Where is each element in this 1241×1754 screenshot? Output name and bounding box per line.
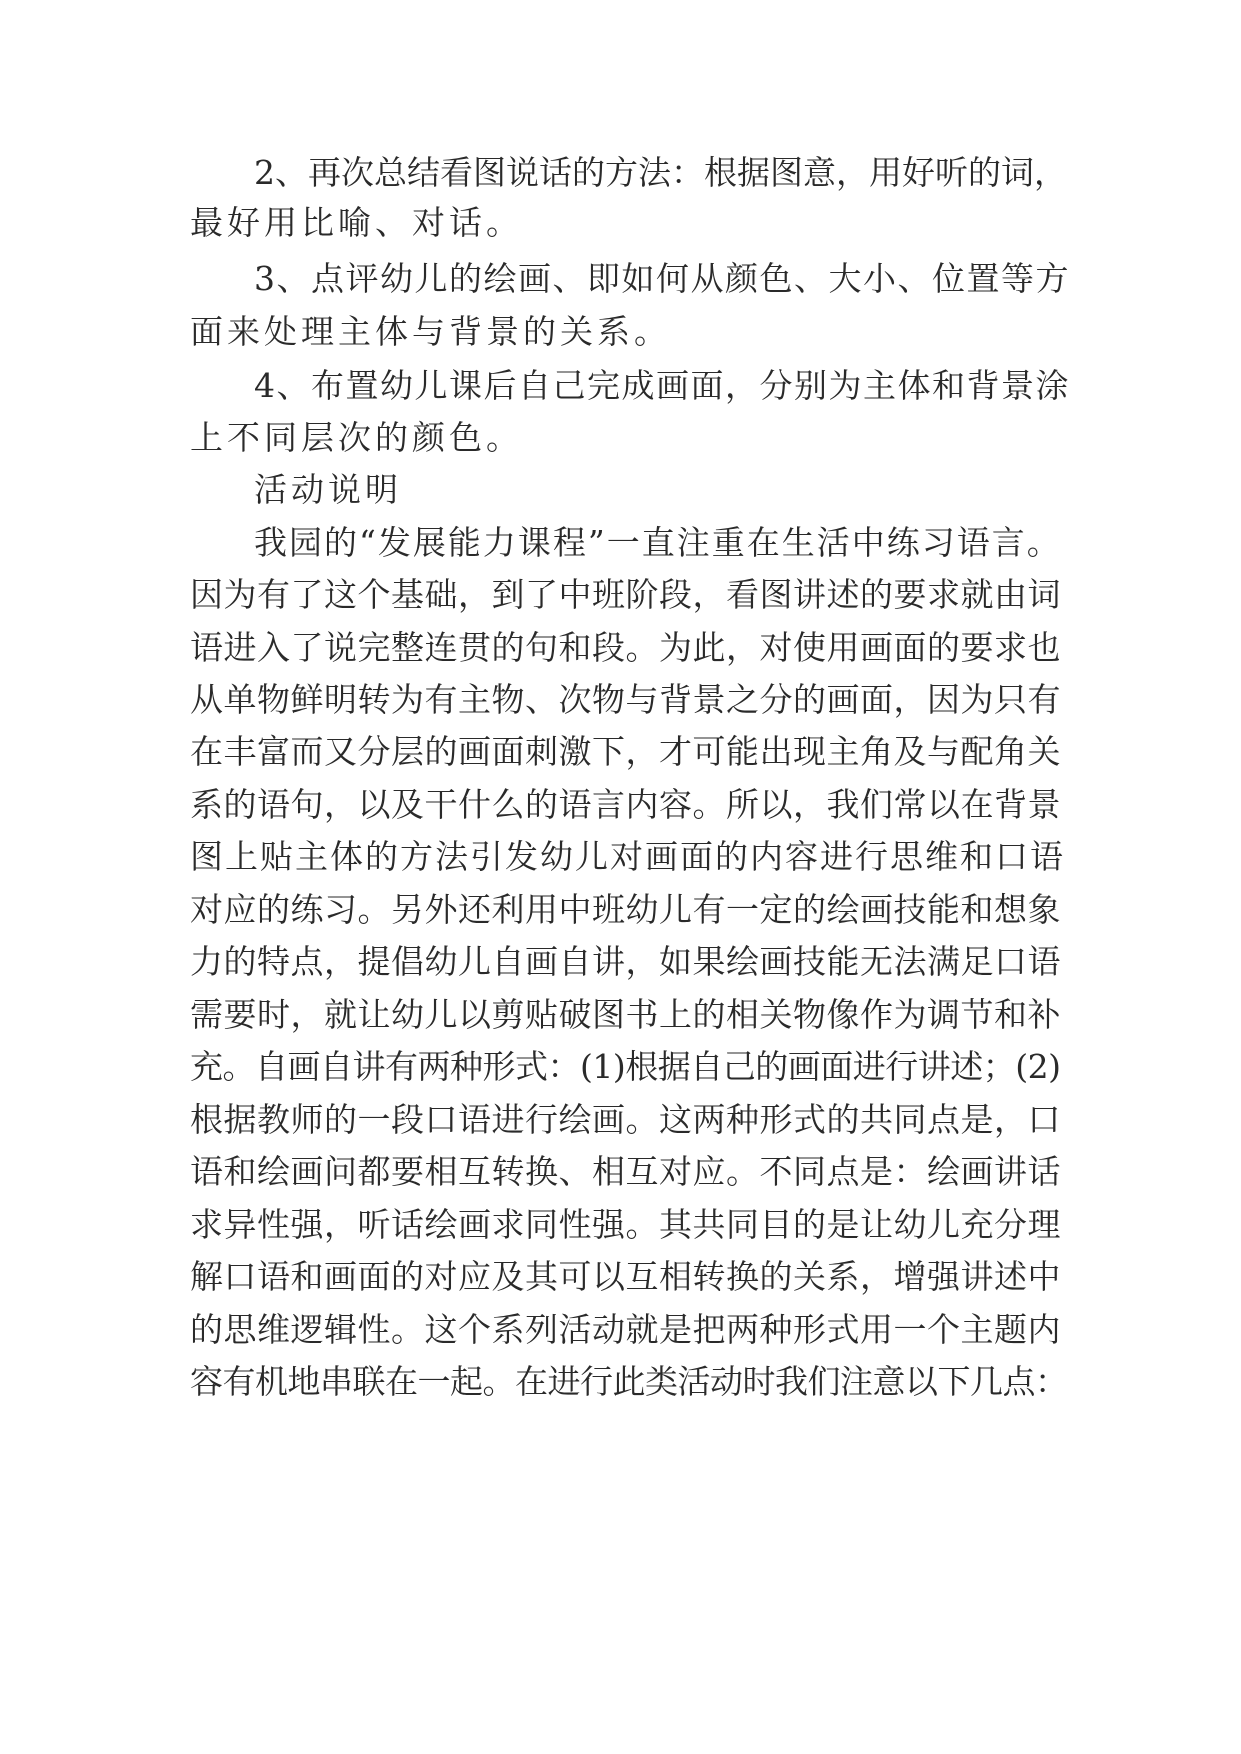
section-heading: 活动说明	[254, 470, 402, 509]
text-line-3: 3、点评幼儿的绘画、即如何从颜色、大小、位置等方	[254, 259, 1070, 298]
text-line-23: 的思维逻辑性。这个系列活动就是把两种形式用一个主题内	[190, 1310, 1061, 1349]
text-line-18: 充。自画自讲有两种形式：(1)根据自己的画面进行讲述；(2)	[190, 1047, 1061, 1086]
text-line-14: 图上贴主体的方法引发幼儿对画面的内容进行思维和口语	[190, 837, 1065, 876]
text-line-4: 面来处理主体与背景的关系。	[190, 312, 671, 351]
text-line-24: 容有机地串联在一起。在进行此类活动时我们注意以下几点：	[190, 1362, 1068, 1401]
text-line-15: 对应的练习。另外还利用中班幼儿有一定的绘画技能和想象	[190, 890, 1061, 929]
text-line-6: 上不同层次的颜色。	[190, 418, 523, 457]
text-line-16: 力的特点，提倡幼儿自画自讲，如果绘画技能无法满足口语	[190, 942, 1061, 981]
text-line-1: 2、再次总结看图说话的方法：根据图意，用好听的词，	[254, 153, 1067, 192]
text-line-9: 因为有了这个基础，到了中班阶段，看图讲述的要求就由词	[190, 575, 1061, 614]
text-line-2: 最好用比喻、对话。	[190, 203, 523, 242]
text-line-10: 语进入了说完整连贯的句和段。为此，对使用画面的要求也	[190, 628, 1061, 667]
text-line-19: 根据教师的一段口语进行绘画。这两种形式的共同点是，口	[190, 1100, 1061, 1139]
text-line-17: 需要时，就让幼儿以剪贴破图书上的相关物像作为调节和补	[190, 995, 1061, 1034]
text-line-12: 在丰富而又分层的画面刺激下，才可能出现主角及与配角关	[190, 732, 1061, 771]
text-line-11: 从单物鲜明转为有主物、次物与背景之分的画面，因为只有	[190, 680, 1061, 719]
text-line-13: 系的语句，以及干什么的语言内容。所以，我们常以在背景	[190, 785, 1061, 824]
text-line-8: 我园的“发展能力课程”一直注重在生活中练习语言。	[254, 523, 1062, 562]
text-line-5: 4、布置幼儿课后自己完成画面，分别为主体和背景涂	[254, 366, 1070, 405]
text-line-22: 解口语和画面的对应及其可以互相转换的关系，增强讲述中	[190, 1257, 1061, 1296]
text-line-20: 语和绘画问都要相互转换、相互对应。不同点是：绘画讲话	[190, 1152, 1061, 1191]
text-line-21: 求异性强，听话绘画求同性强。其共同目的是让幼儿充分理	[190, 1205, 1061, 1244]
